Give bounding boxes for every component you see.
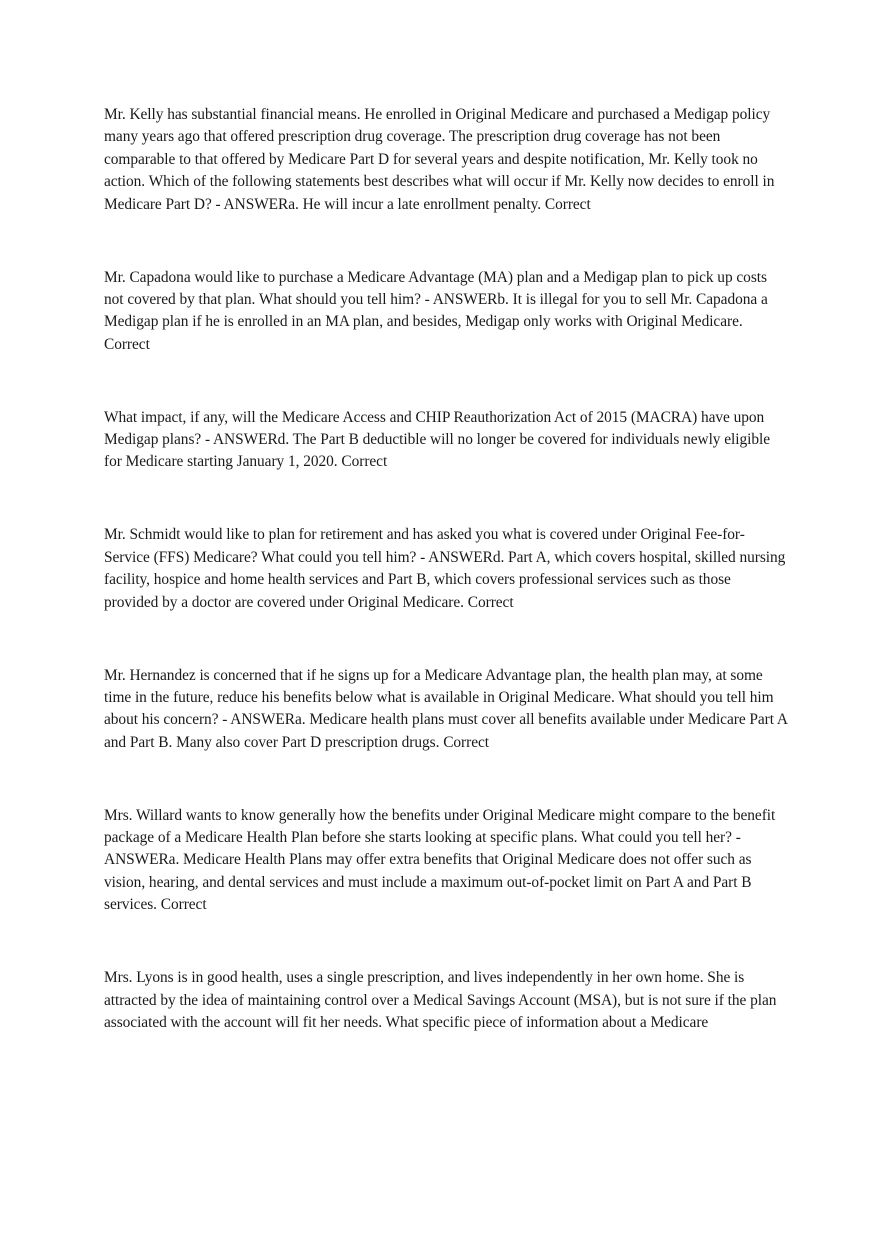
question-answer-paragraph: Mr. Hernandez is concerned that if he signs up for a Medicare Advantage plan, the health plan may, at some time in the future, reduce his benefits below what is available in Original Medicare. What should you tell him about his concern? - ANSWERa. Medicare health plans must cover all benefits available under Medicare Part A and Part B. Many also cover Part D prescription drugs. Correct <box>104 666 788 751</box>
document-body <box>104 104 788 1034</box>
question-answer-paragraph: Mr. Capadona would like to purchase a Medicare Advantage (MA) plan and a Medigap plan to pick up costs not covered by that plan. What should you tell him? - ANSWERb. It is illegal for you to sell Mr. Capadona a Medigap plan if he is enrolled in an MA plan, and besides, Medigap only works with Original Medicare. Correct <box>104 268 768 353</box>
question-answer-paragraph: Mrs. Willard wants to know generally how the benefits under Original Medicare might compare to the benefit package of a Medicare Health Plan before she starts looking at specific plans. What could you tell her? - ANSWERa. Medicare Health Plans may offer extra benefits that Original Medicare does not offer such as vision, hearing, and dental services and must include a maximum out-of-pocket limit on Part A and Part B services. Correct <box>104 806 776 914</box>
question-answer-paragraph: What impact, if any, will the Medicare Access and CHIP Reauthorization Act of 2015 (MACRA) have upon Medigap plans? - ANSWERd. The Part B deductible will no longer be covered for individuals newly eligible for Medicare starting January 1, 2020. Correct <box>104 408 770 471</box>
question-answer-paragraph: Mr. Kelly has substantial financial means. He enrolled in Original Medicare and purchased a Medigap policy many years ago that offered prescription drug coverage. The prescription drug coverage has not been comparable to that offered by Medicare Part D for several years and despite notification, Mr. Kelly took no action. Which of the following statements best describes what will occur if Mr. Kelly now decides to enroll in Medicare Part D? - ANSWERa. He will incur a late enrollment penalty. Correct <box>104 106 775 213</box>
question-answer-paragraph: Mr. Schmidt would like to plan for retirement and has asked you what is covered under Original Fee-for-Service (FFS) Medicare? What could you tell him? - ANSWERd. Part A, which covers hospital, skilled nursing facility, hospice and home health services and Part B, which covers professional services such as those provided by a doctor are covered under Original Medicare. Correct <box>104 526 786 611</box>
question-answer-paragraph: Mrs. Lyons is in good health, uses a single prescription, and lives independently in her own home. She is attracted by the idea of maintaining control over a Medical Savings Account (MSA), but is not sure if the plan associated with the account will fit her needs. What specific piece of information about a Medicare <box>104 969 777 1031</box>
